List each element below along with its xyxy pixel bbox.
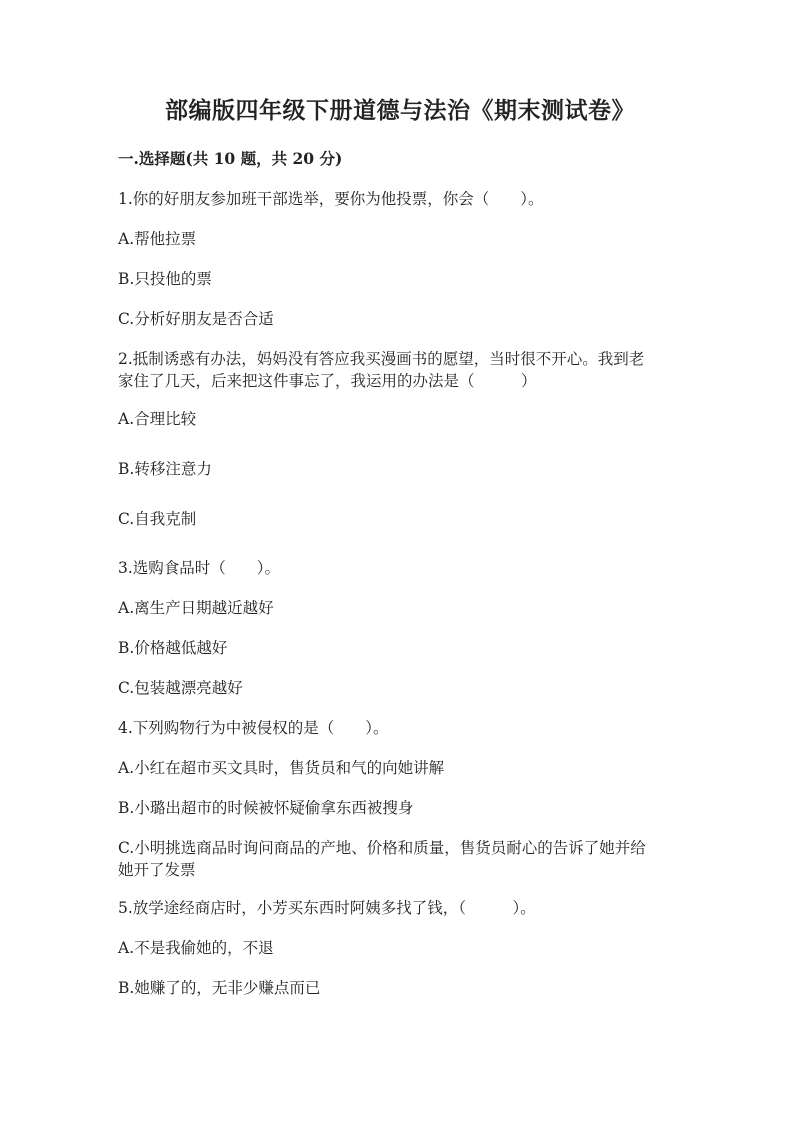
question-5-option-b: B.她赚了的，无非少赚点而已 [118,979,321,997]
question-1-stem: 1.你的好朋友参加班干部选举，要你为他投票，你会（ ）。 [118,190,544,208]
section-heading: 一.选择题(共 10 题，共 20 分) [118,149,343,168]
exam-title: 部编版四年级下册道德与法治《期末测试卷》 [165,97,635,124]
question-4-option-a: A.小红在超市买文具时，售货员和气的向她讲解 [118,759,445,777]
question-3-option-b: B.价格越低越好 [118,639,228,657]
question-2-stem-line-2: 家住了几天，后来把这件事忘了，我运用的办法是（ ） [118,372,537,390]
question-4-option-c: C.小明挑选商品时询问商品的产地、价格和质量，售货员耐心的告诉了她并给 她开了发票 [118,839,646,879]
question-1-option-a: A.帮他拉票 [118,230,197,248]
question-4-stem: 4.下列购物行为中被侵权的是（ ）。 [118,719,389,737]
question-4-option-b: B.小璐出超市的时候被怀疑偷拿东西被搜身 [118,799,414,817]
question-2-option-c: C.自我克制 [118,510,197,528]
question-2-option-b: B.转移注意力 [118,460,212,478]
question-1-option-c: C.分析好朋友是否合适 [118,310,274,328]
question-3-option-c: C.包装越漂亮越好 [118,679,243,697]
question-5-option-a: A.不是我偷她的，不退 [118,939,274,957]
question-3-stem: 3.选购食品时（ ）。 [118,559,281,577]
question-3-option-a: A.离生产日期越近越好 [118,599,274,617]
question-5-stem: 5.放学途经商店时，小芳买东西时阿姨多找了钱，（ ）。 [118,899,536,917]
question-2-option-a: A.合理比较 [118,410,197,428]
question-1-option-b: B.只投他的票 [118,270,212,288]
question-2-stem-line-1: 2.抵制诱惑有办法，妈妈没有答应我买漫画书的愿望，当时很不开心。我到老 [118,350,645,368]
